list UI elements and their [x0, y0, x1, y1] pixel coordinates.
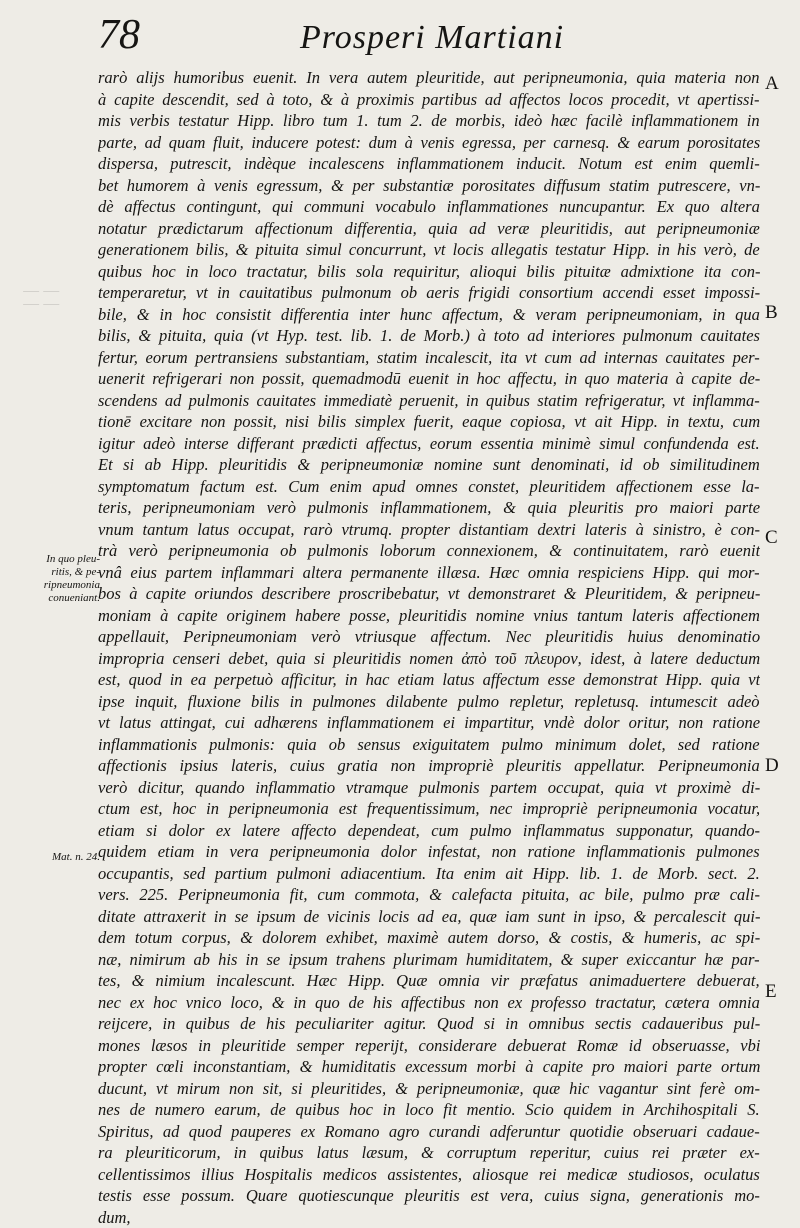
- text-line: affectionis ipsius lateris, cuius gratia non impropriè pleuritis appellatur. Peripneumonia: [98, 755, 760, 777]
- text-line: symptomatum factum est. Cum enim apud omnes constet, pleuritidem affectionem esse la-: [98, 476, 760, 498]
- text-line: vt latus attingat, cui adhærens inflammationem ei impartitur, vndè dolor oritur, non ratione: [98, 712, 760, 734]
- sidenote-line: In quo pleu-: [18, 553, 100, 566]
- text-line: rarò alijs humoribus euenit. In vera autem pleuritide, aut peripneumonia, quia materia non: [98, 67, 760, 89]
- text-line: bilis, & pituita, quia (vt Hyp. test. lib. 1. de Morb.) à toto ad interiores pulmonum cauitates: [98, 325, 760, 347]
- text-line: ipse inquit, fluxione bilis in pulmones dilabente pulmo repletur, repletusq. intumescit adeò: [98, 691, 760, 713]
- text-line: tionē excitare non possit, nisi bilis simplex fuerit, eaque copiosa, vt ait Hipp. in textu, cum: [98, 411, 760, 433]
- text-line: dum,: [98, 1207, 760, 1228]
- text-line: vnum tantum latus occupat, rarò vtrumq. propter distantiam dextri lateris à sinistro, è con-: [98, 519, 760, 541]
- text-line: vers. 225. Peripneumonia fit, cum commota, & calefacta pituita, ac bile, pulmo præ cali-: [98, 884, 760, 906]
- main-text: [98, 67, 760, 1228]
- text-line: moniam à capite originem habere posse, pleuritidis nomine vnius tantum lateris affectionem: [98, 605, 760, 627]
- text-line: ra pleuriticorum, in quibus latus læsum, & corruptum reperitur, cuius rei præter ex-: [98, 1142, 760, 1164]
- text-line: occupantis, sed partium pulmoni adiacentium. Ita enim ait Hipp. lib. 1. de Morb. sect. 2.: [98, 863, 760, 885]
- text-line: bile, & in hoc consistit differentia inter hunc affectum, & veram peripneumoniam, in qua: [98, 304, 760, 326]
- text-line: notatur prædictarum affectionum differentia, quia ad veræ pleuritidis, aut peripneumoniæ: [98, 218, 760, 240]
- text-line: Et si ab Hipp. pleuritidis & peripneumoniæ nomine sunt denominati, id ob similitudinem: [98, 454, 760, 476]
- sidenote-pleuritis: [18, 553, 100, 605]
- section-mark-e: E: [765, 981, 777, 1003]
- sidenote-line: ritis, & pe-: [18, 566, 100, 579]
- text-line: verò dicitur, quando inflammatio vtramque pulmonis partem occupat, quia vt proximè di-: [98, 777, 760, 799]
- running-title: Prosperi Martiani: [300, 18, 564, 58]
- text-line: mis verbis testatur Hipp. libro tum 1. tum 2. de morbis, ideò hæc facilè inflammationem in: [98, 110, 760, 132]
- text-line: quidem etiam in vera peripneumonia dolor infestat, non ratione inflammationis pulmones: [98, 841, 760, 863]
- bleed-through-marks: ⸺ ⸺ ⸺ ⸺: [22, 285, 92, 325]
- text-line: tes, & nimium incalescunt. Hæc Hipp. Quæ omnia vir præfatus animaduertere debuerat,: [98, 970, 760, 992]
- text-line: næ, nimirum ab his in se ipsum trahens plurimam humiditatem, & super exiccantur hæ par-: [98, 949, 760, 971]
- text-line: dispersa, putrescit, indèque incalescens inflammationem inducit. Notum est enim quemli-: [98, 153, 760, 175]
- text-line: ctum est, hoc in peripneumonia est frequentissimum, nec impropriè peripneumonia vocatur,: [98, 798, 760, 820]
- text-line: testis esse possum. Quare quotiescunque pleuritis est vera, cuius signa, generationis mo-: [98, 1185, 760, 1207]
- text-line: igitur adeò interse differant prædicti affectus, eorum essentia minimè simul confundenda est.: [98, 433, 760, 455]
- text-line: à capite descendit, sed à toto, & à proximis partibus ad affectos locos procedit, vt apertissi-: [98, 89, 760, 111]
- text-line: impropria censeri debet, quia si pleuritidis nomen ἀπὸ τοῦ πλευρον, idest, à latere deductum: [98, 648, 760, 670]
- text-line: reijcere, in quibus de his peculiariter agitur. Quod si in omnibus sectis cadaueribus pul-: [98, 1013, 760, 1035]
- text-line: uenerit refrigerari non possit, quemadmodū euenit in hoc affectu, in quo materia à capite de-: [98, 368, 760, 390]
- text-line: ducunt, vt mirum non sit, si pleuritides, & peripneumoniæ, quæ hic vagantur sint ferè om-: [98, 1078, 760, 1100]
- text-line: appellauit, Peripneumoniam verò vtriusque affectum. Nec pleuritidis huius denominatio: [98, 626, 760, 648]
- text-line: inflammationis pulmonis: quia ob sensus exiguitatem pulmo minimum dolet, sed ratione: [98, 734, 760, 756]
- text-line: generationem bilis, & pituita simul concurrunt, vt locis allegatis testatur Hipp. in his verò, de: [98, 239, 760, 261]
- text-line: propter cœli inconstantiam, & humiditatis excessum morbi à capite pro maiori parte ortum: [98, 1056, 760, 1078]
- section-mark-a: A: [765, 73, 779, 95]
- text-line: parte, ad quam fluit, inducere potest: dum à venis egressa, per carnesq. & earum porositates: [98, 132, 760, 154]
- text-line: scendens ad pulmonis cauitates immediatè peruenit, in quibus statim refrigeratur, vt inflamma-: [98, 390, 760, 412]
- text-line: nes de numero earum, de quibus hoc in loco fit mentio. Scio quidem in Archihospitali S.: [98, 1099, 760, 1121]
- text-line: etiam si dolor ex latere affecto dependeat, cum pulmo inflammatus supponatur, quando-: [98, 820, 760, 842]
- text-line: temperaretur, vt in cauitatibus pulmonum ob aeris frigidi consortium accendi esset impossi-: [98, 282, 760, 304]
- sidenote-line: conueniant.: [18, 592, 100, 605]
- section-mark-d: D: [765, 755, 779, 777]
- text-line: mones læsos in pleuritide semper reperijt, considerare debuerat Romæ id obseruasse, vbi: [98, 1035, 760, 1057]
- text-line: fertur, eorum pertransiens substantiam, statim incalescit, ita vt cum ad internas cauitates per-: [98, 347, 760, 369]
- sidenote-line: ripneumonia: [18, 579, 100, 592]
- text-line: bet humorem à venis egressum, & per substantiæ porositates diffusum statim putrescere, vn-: [98, 175, 760, 197]
- text-line: cellentissimos illius Hospitalis medicos assistentes, aliosque rei medicæ studiosos, oculatus: [98, 1164, 760, 1186]
- text-line: est, quod in ea perpetuò afficitur, in hac etiam latus affectum esse demonstrat Hipp. quia vt: [98, 669, 760, 691]
- text-line: dem totum corpus, & dolorem exhibet, maximè autem dorso, & costis, & humeris, ac spi-: [98, 927, 760, 949]
- sidenote-matt-ref: Mat. n. 24.: [18, 851, 100, 864]
- text-line: trà verò peripneumonia ob pulmonis loborum connexionem, & continuitatem, rarò euenit: [98, 540, 760, 562]
- text-line: quibus hoc in loco tractatur, bilis sola requiritur, alioqui bilis pituitæ admixtione ita con-: [98, 261, 760, 283]
- text-line: teris, peripneumoniam verò pulmonis inflammationem, & quia pleuritis pro maiori parte: [98, 497, 760, 519]
- section-mark-c: C: [765, 527, 778, 549]
- text-line: Spiritus, ad quod pauperes ex Romano agro curandi adferuntur quotidie obseruari cadaue-: [98, 1121, 760, 1143]
- text-line: bos à capite oriundos describere proscribebatur, vt demonstraret & Pleuritidem, & peripneu-: [98, 583, 760, 605]
- page-number: 78: [98, 10, 140, 60]
- text-line: vnâ eius partem inflammari altera permanente illæsa. Hæc omnia respiciens Hipp. qui mor-: [98, 562, 760, 584]
- section-mark-b: B: [765, 302, 778, 324]
- text-line: ditate attraxerit in se ipsum de vicinis locis ad ea, quæ iam sunt in ipso, & percalescit qui-: [98, 906, 760, 928]
- text-line: nec ex hoc vnico loco, & in quo de his affectibus non ex professo tractatur, cætera omnia: [98, 992, 760, 1014]
- text-line: dè affectus contingunt, qui communi vocabulo inflammationes nuncupantur. Ex quo altera: [98, 196, 760, 218]
